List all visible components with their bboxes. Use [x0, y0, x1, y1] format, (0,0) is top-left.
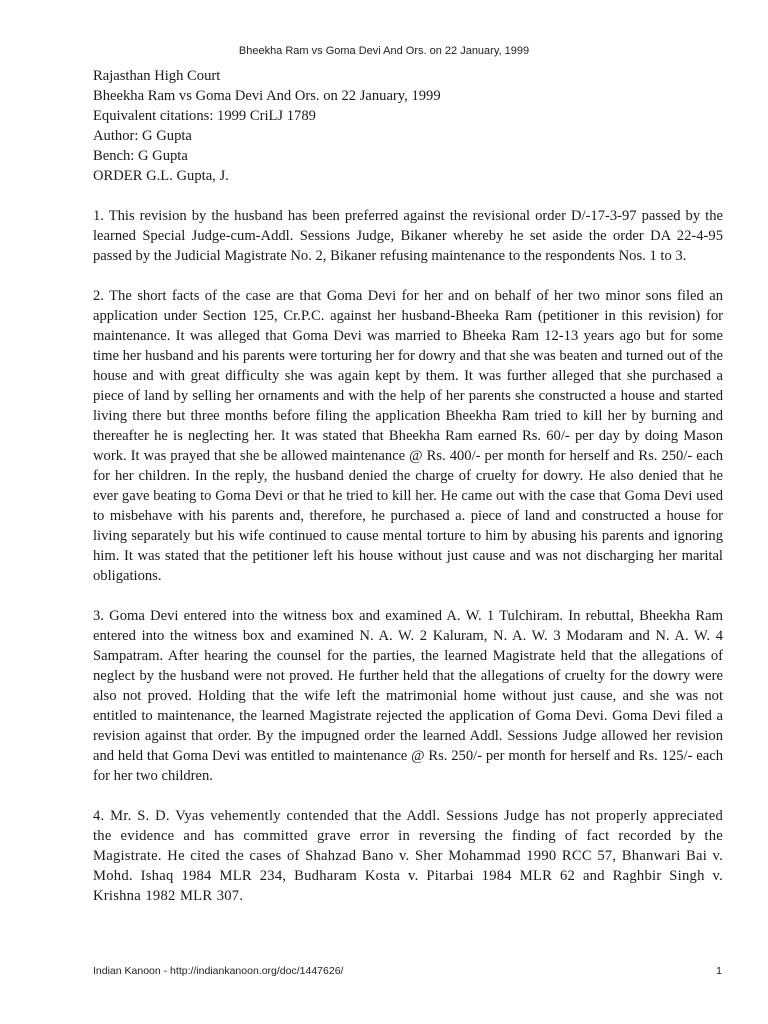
- paragraph-1: 1. This revision by the husband has been preferred against the revisional order D/-17-3-97 passed by the learned Special Judge-cum-Addl. Sessions Judge, Bikaner whereby he set aside the order DA 22-4-95 passed by the Judicial Magistrate No. 2, Bikaner refusing maintenance to the respondents Nos. 1 to 3.: [93, 208, 723, 264]
- case-metadata: [93, 66, 723, 186]
- court-name: Rajasthan High Court: [93, 68, 221, 84]
- running-header-title: Bheekha Ram vs Goma Devi And Ors. on 22 January, 1999: [238, 45, 530, 57]
- paragraph-4: 4. Mr. S. D. Vyas vehemently contended that the Addl. Sessions Judge has not properly appreciated the evidence and has committed grave error in reversing the finding of fact recorded by the Magistrate. He cited the cases of Shahzad Bano v. Sher Mohammad 1990 RCC 57, Bhanwari Bai v. Mohd. Ishaq 1984 MLR 234, Budharam Kosta v. Pitarbai 1984 MLR 62 and Raghbir Singh v. Krishna 1982 MLR 307.: [93, 808, 723, 904]
- bench-line: Bench: G Gupta: [93, 148, 188, 164]
- case-title: Bheekha Ram vs Goma Devi And Ors. on 22 January, 1999: [93, 88, 441, 104]
- page-number: 1: [716, 965, 722, 977]
- author-line: Author: G Gupta: [93, 128, 192, 144]
- footer-source-link: Indian Kanoon - http://indiankanoon.org/doc/1447626/: [93, 965, 344, 977]
- equivalent-citations: Equivalent citations: 1999 CriLJ 1789: [93, 108, 316, 124]
- order-line: ORDER G.L. Gupta, J.: [93, 168, 229, 184]
- paragraph-2: 2. The short facts of the case are that Goma Devi for her and on behalf of her two minor sons filed an application under Section 125, Cr.P.C. against her husband-Bheeka Ram (petitioner in this revision) for maintenance. It was alleged that Goma Devi was married to Bheeka Ram 12-13 years ago but for some time her husband and his parents were torturing her for dowry and that she was beaten and turned out of the house and with great difficulty she was again kept by them. It was further alleged that she purchased a piece of land by selling her ornaments and with the help of her parents she constructed a house and started living there but three months before filing the application Bheekha Ram tried to kill her by burning and thereafter he is neglecting her. It was stated that Bheekha Ram earned Rs. 60/- per day by doing Mason work. It was prayed that she be allowed maintenance @ Rs. 400/- per month for herself and Rs. 250/- each for her children. In the reply, the husband denied the charge of cruelty for dowry. He also denied that he ever gave beating to Goma Devi or that he tried to kill her. He came out with the case that Goma Devi used to misbehave with his parents and, therefore, he purchased a. piece of land and constructed a house for living separately but his wife continued to cause mental torture to him by abusing his parents and ignoring him. It was stated that the petitioner left his house without just cause and was not discharging her marital obligations.: [93, 288, 723, 584]
- document-body: [93, 66, 723, 926]
- paragraph-3: 3. Goma Devi entered into the witness box and examined A. W. 1 Tulchiram. In rebuttal, Bheekha Ram entered into the witness box and examined N. A. W. 2 Kaluram, N. A. W. 3 Modaram and N. A. W. 4 Sampatram. After hearing the counsel for the parties, the learned Magistrate held that the allegations of neglect by the husband were not proved. He further held that the allegations of cruelty for the dowry were also not proved. Holding that the wife left the matrimonial home without just cause, and she was not entitled to maintenance, the learned Magistrate rejected the application of Goma Devi. Goma Devi filed a revision against that order. By the impugned order the learned Addl. Sessions Judge allowed her revision and held that Goma Devi was entitled to maintenance @ Rs. 250/- per month for herself and Rs. 125/- each for her two children.: [93, 608, 723, 784]
